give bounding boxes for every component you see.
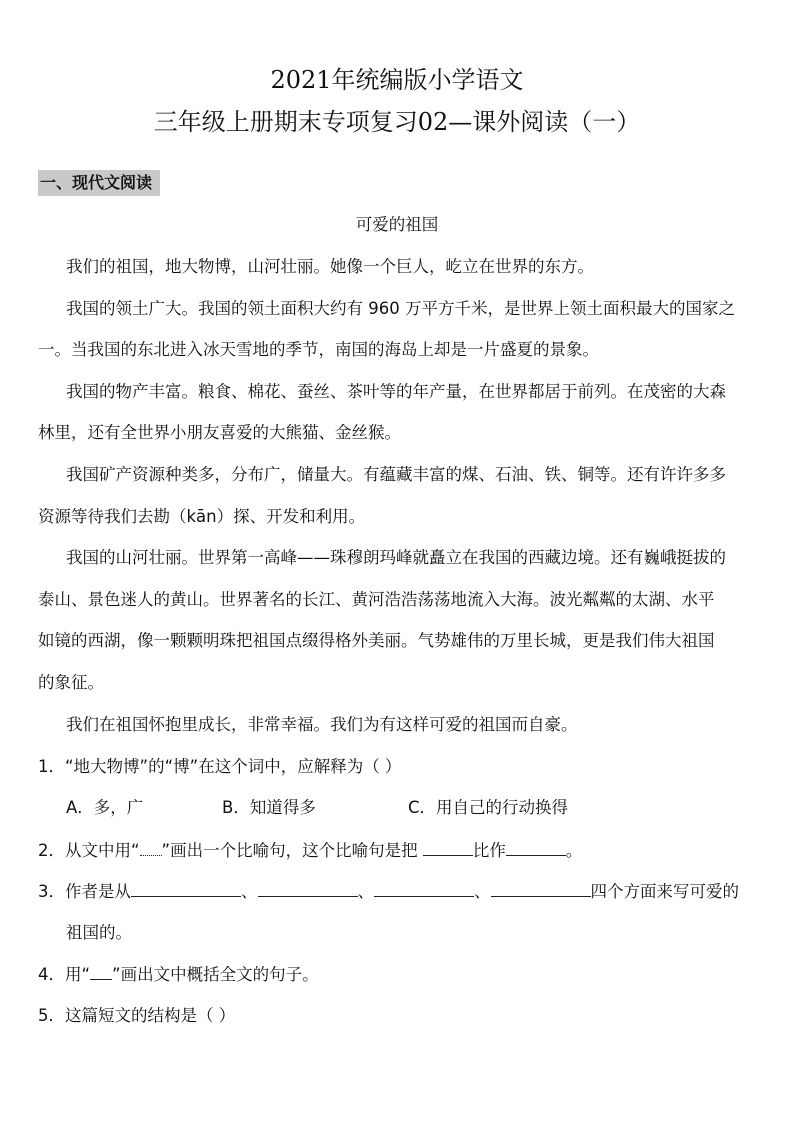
passage-line: 一。当我国的东北进入冰天雪地的季节，南国的海岛上却是一片盛夏的景象。 xyxy=(38,340,599,359)
question-1: 1．“地大物博”的“博”在这个词中，应解释为（ ） xyxy=(38,757,402,776)
passage-line: 我国的物产丰富。粮食、棉花、蚕丝、茶叶等的年产量，在世界都居于前列。在茂密的大森 xyxy=(66,382,726,401)
section-heading: 一、现代文阅读 xyxy=(38,170,160,196)
q3-separator: 、 xyxy=(241,882,258,901)
passage-line: 泰山、景色迷人的黄山。世界著名的长江、黄河浩浩荡荡地流入大海。波光粼粼的太湖、水平 xyxy=(38,590,715,609)
passage-title: 可爱的祖国 xyxy=(355,215,439,234)
passage-line: 我们的祖国，地大物博，山河壮丽。她像一个巨人，屹立在世界的东方。 xyxy=(66,257,594,276)
passage-line: 我们在祖国怀抱里成长，非常幸福。我们为有这样可爱的祖国而自豪。 xyxy=(66,715,578,734)
question-3 xyxy=(38,880,739,903)
document-title-line-1: 2021年统编版小学语文 xyxy=(270,66,524,94)
passage-line: 林里，还有全世界小朋友喜爱的大熊猫、金丝猴。 xyxy=(38,423,401,442)
q3-separator: 、 xyxy=(357,882,374,901)
document-title-line-2: 三年级上册期末专项复习02—课外阅读（一） xyxy=(153,108,641,136)
passage-line: 如镜的西湖，像一颗颗明珠把祖国点缀得格外美丽。气势雄伟的万里长城，更是我们伟大祖国 xyxy=(38,631,715,650)
answer-blank[interactable] xyxy=(491,880,591,897)
q2-text-c: 比作 xyxy=(472,841,506,860)
q2-text-a: 2．从文中用“ xyxy=(38,841,140,860)
passage-line: 我国的领土广大。我国的领土面积大约有 960 万平方千米，是世界上领土面积最大的国家之 xyxy=(66,299,735,318)
q3-separator: 、 xyxy=(474,882,491,901)
passage-line: 的象征。 xyxy=(38,673,104,692)
q2-text-d: 。 xyxy=(565,841,583,860)
q2-text-b: ”画出一个比喻句，这个比喻句是把 xyxy=(161,841,418,860)
q1-option-a: A．多，广 xyxy=(66,798,144,817)
passage-line: 我国矿产资源种类多，分布广，储量大。有蕴藏丰富的煤、石油、铁、铜等。还有许许多多 xyxy=(66,465,726,484)
question-5: 5．这篇短文的结构是（ ） xyxy=(38,1006,236,1025)
passage-line: 资源等待我们去勘（kān）探、开发和利用。 xyxy=(38,507,366,526)
q3-text-a: 3．作者是从 xyxy=(38,882,131,901)
question-4 xyxy=(38,964,319,986)
q4-text-a: 4．用“ xyxy=(38,965,91,984)
underline-mark xyxy=(90,965,112,980)
answer-blank[interactable] xyxy=(506,839,566,856)
q3-text-b: 四个方面来写可爱的 xyxy=(590,882,739,901)
answer-blank[interactable] xyxy=(131,880,241,897)
passage-line: 我国的山河壮丽。世界第一高峰——珠穆朗玛峰就矗立在我国的西藏边境。还有巍峨挺拔的 xyxy=(66,548,726,567)
answer-blank[interactable] xyxy=(423,839,473,856)
wavy-line-mark xyxy=(140,841,162,856)
question-2 xyxy=(38,839,582,862)
answer-blank[interactable] xyxy=(374,880,474,897)
q1-option-b: B．知道得多 xyxy=(222,798,316,817)
q1-option-c: C．用自己的行动换得 xyxy=(408,798,569,817)
q4-text-b: ”画出文中概括全文的句子。 xyxy=(112,965,319,984)
answer-blank[interactable] xyxy=(258,880,358,897)
question-3-continued: 祖国的。 xyxy=(66,923,132,942)
